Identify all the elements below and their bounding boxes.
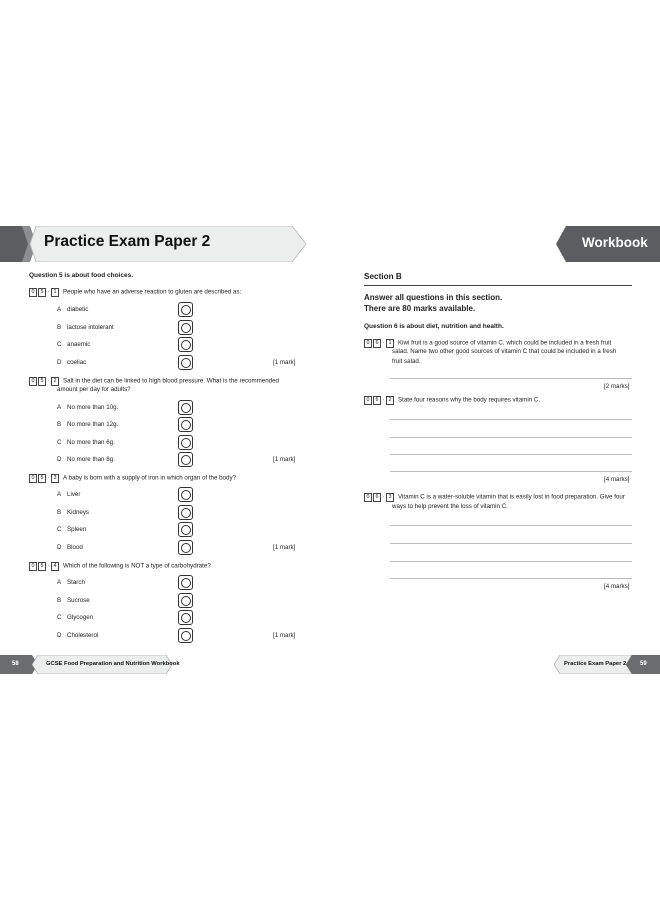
- right-page-banner: [556, 226, 660, 262]
- question-text: Vitamin C is a water-soluble vitamin that is easily lost in food preparation. Give four: [398, 493, 625, 501]
- answer-circle[interactable]: [178, 400, 193, 415]
- option-d: D coeliac: [57, 359, 87, 366]
- question-0-6-2: [364, 395, 540, 406]
- answer-line[interactable]: [390, 543, 632, 544]
- question-number: 0 6 · 1: [364, 338, 395, 348]
- question-text-continued: fruit salad.: [392, 358, 421, 365]
- option-d: D Cholesterol: [57, 632, 99, 639]
- question-text-continued: ways to help prevent the loss of vitamin C.: [392, 503, 508, 510]
- question-text: Which of the following is NOT a type of carbohydrate?: [63, 562, 211, 570]
- option-d: D No more than 8g.: [57, 456, 115, 463]
- answer-circle[interactable]: [178, 628, 193, 643]
- answer-line[interactable]: [390, 578, 632, 579]
- answer-circle[interactable]: [178, 593, 193, 608]
- footer-title: GCSE Food Preparation and Nutrition Workbook: [46, 661, 180, 667]
- marks-label: [1 mark]: [273, 544, 296, 551]
- question-text-continued: salad. Name two other good sources of vitamin C that could be included in a fresh: [392, 348, 617, 355]
- option-b: B lactose intolerant: [57, 324, 114, 331]
- footer-title: Practice Exam Paper 2: [564, 661, 627, 667]
- section-rule: [364, 285, 632, 286]
- question-number: 0 6 · 2: [364, 395, 395, 405]
- question-0-5-1: [29, 287, 241, 298]
- answer-circle[interactable]: [178, 575, 193, 590]
- question-text-continued: amount per day for adults?: [57, 386, 131, 393]
- answer-circle[interactable]: [178, 355, 193, 370]
- answer-circle[interactable]: [178, 610, 193, 625]
- workbook-title: Workbook: [582, 235, 648, 250]
- page-number: 58: [12, 661, 19, 667]
- answer-line[interactable]: [390, 454, 632, 455]
- question-number: 0 5 · 2: [29, 376, 60, 386]
- answer-line[interactable]: [390, 437, 632, 438]
- option-b: B Kidneys: [57, 509, 90, 516]
- question-intro: Question 6 is about diet, nutrition and health.: [364, 323, 504, 330]
- answer-line[interactable]: [390, 378, 632, 379]
- option-a: A No more than 10g.: [57, 404, 119, 411]
- instructions-line-1: Answer all questions in this section.: [364, 293, 503, 302]
- marks-label: [1 mark]: [273, 359, 296, 366]
- question-text: A baby is born with a supply of iron in which organ of the body?: [63, 474, 237, 482]
- option-a: A Starch: [57, 579, 85, 586]
- option-a: A Liver: [57, 491, 81, 498]
- option-c: C Spleen: [57, 526, 87, 533]
- answer-circle[interactable]: [178, 505, 193, 520]
- answer-circle[interactable]: [178, 417, 193, 432]
- option-b: B No more than 12g.: [57, 421, 119, 428]
- answer-circle[interactable]: [178, 487, 193, 502]
- question-text: Kiwi fruit is a good source of vitamin C, which could be included in a fresh fruit: [398, 339, 612, 347]
- answer-line[interactable]: [390, 525, 632, 526]
- page-number: 59: [640, 661, 647, 667]
- section-title: Section B: [364, 272, 402, 281]
- answer-circle[interactable]: [178, 435, 193, 450]
- marks-label: [4 marks]: [604, 476, 630, 483]
- option-b: B Sucrose: [57, 597, 90, 604]
- left-page-banner: [0, 226, 306, 262]
- page-title: Practice Exam Paper 2: [44, 233, 211, 250]
- question-number: 0 5 · 3: [29, 473, 60, 483]
- marks-label: [4 marks]: [604, 583, 630, 590]
- answer-circle[interactable]: [178, 522, 193, 537]
- answer-circle[interactable]: [178, 540, 193, 555]
- answer-circle[interactable]: [178, 337, 193, 352]
- question-0-5-4: [29, 561, 211, 572]
- question-intro: Question 5 is about food choices.: [29, 272, 134, 279]
- answer-line[interactable]: [390, 471, 632, 472]
- option-a: A diabetic: [57, 306, 89, 313]
- question-text: People who have an adverse reaction to gluten are described as:: [63, 288, 242, 296]
- question-0-5-3: [29, 473, 236, 484]
- question-text: Salt in the diet can be linked to high blood pressure. What is the recommended: [63, 377, 280, 385]
- question-text: State four reasons why the body requires vitamin C.: [398, 396, 541, 404]
- left-footer: [0, 655, 180, 674]
- question-number: 0 5 · 4: [29, 561, 60, 571]
- question-number: 0 5 · 1: [29, 287, 60, 297]
- right-footer: [554, 655, 660, 674]
- marks-label: [2 marks]: [604, 383, 630, 390]
- instructions-line-2: There are 80 marks available.: [364, 304, 476, 313]
- marks-label: [1 mark]: [273, 456, 296, 463]
- question-number: 0 6 · 3: [364, 492, 395, 502]
- answer-circle[interactable]: [178, 320, 193, 335]
- option-c: C No more than 6g.: [57, 439, 115, 446]
- marks-label: [1 mark]: [273, 632, 296, 639]
- option-c: C Glycogen: [57, 614, 94, 621]
- answer-line[interactable]: [390, 419, 632, 420]
- answer-circle[interactable]: [178, 302, 193, 317]
- answer-circle[interactable]: [178, 452, 193, 467]
- option-d: D Blood: [57, 544, 83, 551]
- answer-line[interactable]: [390, 561, 632, 562]
- option-c: C anaemic: [57, 341, 91, 348]
